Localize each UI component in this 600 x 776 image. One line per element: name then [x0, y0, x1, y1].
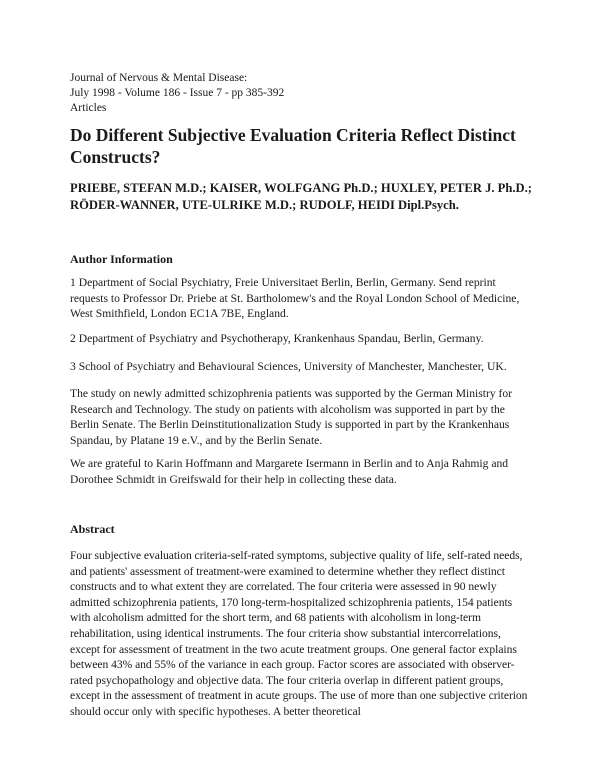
affiliation-2: 2 Department of Psychiatry and Psychotherapy, Krankenhaus Spandau, Berlin, Germany.: [70, 332, 484, 345]
journal-name: Journal of Nervous & Mental Disease:: [70, 72, 248, 84]
acknowledgement-note: We are grateful to Karin Hoffmann and Margarete Isermann in Berlin and to Anja Rahmig and Dorothee Schmidt in Greifswald for their help in collecting these data.: [70, 457, 509, 486]
article-section: Articles: [70, 102, 107, 114]
journal-issue: July 1998 - Volume 186 - Issue 7 - pp 385-392: [70, 87, 285, 99]
abstract-heading: Abstract: [70, 522, 115, 536]
affiliation-1: 1 Department of Social Psychiatry, Freie Universitaet Berlin, Berlin, Germany. Send reprint requests to Professor Dr. Priebe at St. Bartholomew's and the Royal London School of Medicine, West Smithfield, London EC1A 7BE, England.: [70, 276, 520, 321]
journal-citation: [70, 71, 284, 116]
abstract-text: Four subjective evaluation criteria-self-rated symptoms, subjective quality of life, self-rated needs, and patients' assessment of treatment-were examined to determine whether they reflect distinct constructs and to what extent they are correlated. The four criteria were assessed in 90 newly admitted schizophrenia patients, 170 long-term-hospitalized schizophrenia patients, 154 patients with alcoholism admitted for the short term, and 68 patients with alcoholism in long-term rehabilitation, using identical instruments. The four criteria show substantial intercorrelations, except for assessment of treatment in the two acute treatment groups. One general factor explains between 43% and 55% of the variance in each group. Factor scores are associated with observer-rated psychopathology and objective data. The four criteria overlap in different patient groups, except in the assessment of treatment in acute groups. The use of more than one subjective criterion should occur only with specific hypotheses. A better theoretical: [70, 549, 528, 718]
article-title: Do Different Subjective Evaluation Criteria Reflect Distinct Constructs?: [70, 125, 516, 167]
affiliation-3: 3 School of Psychiatry and Behavioural Sciences, University of Manchester, Manchester, UK.: [70, 360, 507, 373]
funding-note: The study on newly admitted schizophrenia patients was supported by the German Ministry for Research and Technology. The study on patients with alcoholism was supported in part by the Berlin Senate. The Berlin Deinstitutionalization Study is supported in part by the Krankenhaus Spandau, by Platane 19 e.V., and by the Berlin Senate.: [70, 387, 513, 447]
author-information-heading: Author Information: [70, 252, 173, 266]
author-list: PRIEBE, STEFAN M.D.; KAISER, WOLFGANG Ph.D.; HUXLEY, PETER J. Ph.D.; RÖDER-WANNER, UTE-ULRIKE M.D.; RUDOLF, HEIDI Dipl.Psych.: [70, 181, 532, 212]
